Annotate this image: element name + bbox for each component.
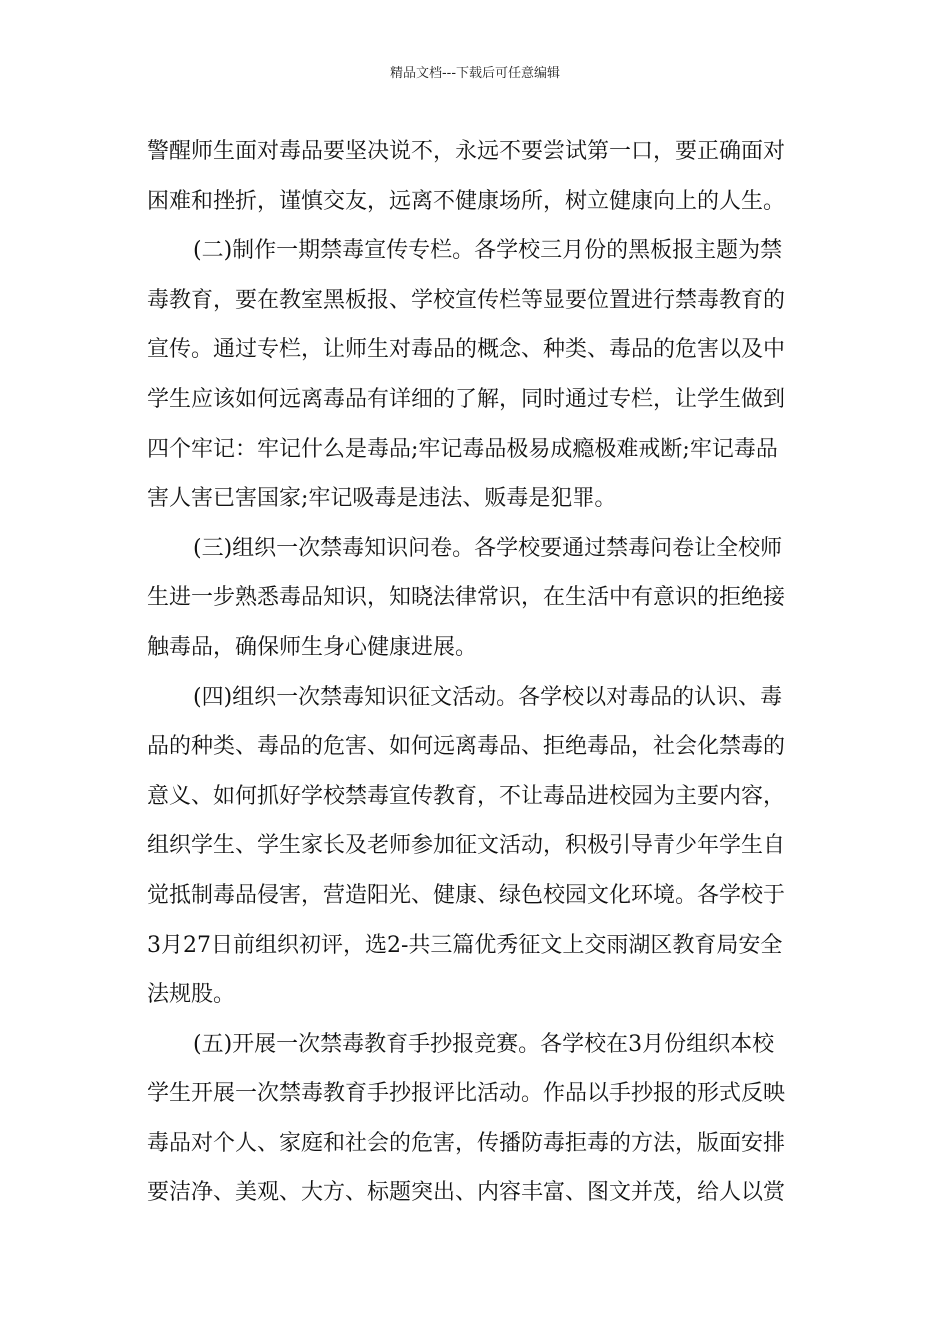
text-line: 触毒品，确保师生身心健康进展。 (147, 634, 478, 660)
paragraph (147, 673, 827, 1020)
text-line: (四)组织一次禁毒知识征文活动。各学校以对毒品的认识、毒 (193, 684, 783, 710)
text-line: 3月27日前组织初评，选2-共三篇优秀征文上交雨湖区教育局安全 (147, 932, 783, 958)
text-line: 意义、如何抓好学校禁毒宣传教育，不让毒品进校园为主要内容， (147, 783, 786, 809)
text-line: 困难和挫折，谨慎交友，远离不健康场所，树立健康向上的人生。 (147, 188, 786, 214)
text-line: 觉抵制毒品侵害，营造阳光、健康、绿色校园文化环境。各学校于 (147, 882, 786, 908)
text-line: 要洁净、美观、大方、标题突出、内容丰富、图文并茂，给人以赏 (147, 1180, 786, 1206)
text-line: 组织学生、学生家长及老师参加征文活动，积极引导青少年学生自 (147, 833, 786, 859)
paragraph (147, 226, 827, 524)
text-line: 生进一步熟悉毒品知识，知晓法律常识，在生活中有意识的拒绝接 (147, 585, 786, 611)
text-line: 品的种类、毒品的危害、如何远离毒品、拒绝毒品，社会化禁毒的 (147, 734, 786, 760)
text-line: 警醒师生面对毒品要坚决说不，永远不要尝试第一口，要正确面对 (147, 139, 786, 164)
paragraph (147, 127, 827, 226)
paragraph (147, 1020, 827, 1218)
page-header: 精品文档---下载后可任意编辑 (389, 66, 561, 81)
text-line: 害人害已害国家;牢记吸毒是违法、贩毒是犯罪。 (147, 486, 617, 512)
document-body (147, 127, 827, 1218)
text-line: 法规股。 (147, 982, 236, 1008)
text-line: 毒品对个人、家庭和社会的危害，传播防毒拒毒的方法，版面安排 (147, 1130, 786, 1156)
text-line: (五)开展一次禁毒教育手抄报竞赛。各学校在3月份组织本校 (193, 1031, 775, 1057)
text-line: 宣传。通过专栏，让师生对毒品的概念、种类、毒品的危害以及中 (147, 337, 786, 363)
text-line: 学生应该如何远离毒品有详细的了解，同时通过专栏，让学生做到 (147, 386, 786, 412)
text-line: 毒教育，要在教室黑板报、学校宣传栏等显要位置进行禁毒教育的 (147, 287, 786, 313)
paragraph (147, 524, 827, 673)
text-line: (三)组织一次禁毒知识问卷。各学校要通过禁毒问卷让全校师 (193, 535, 783, 561)
text-line: 学生开展一次禁毒教育手抄报评比活动。作品以手抄报的形式反映 (147, 1081, 786, 1107)
text-line: (二)制作一期禁毒宣传专栏。各学校三月份的黑板报主题为禁 (193, 238, 783, 264)
text-line: 四个牢记：牢记什么是毒品;牢记毒品极易成瘾极难戒断;牢记毒品 (147, 436, 778, 462)
